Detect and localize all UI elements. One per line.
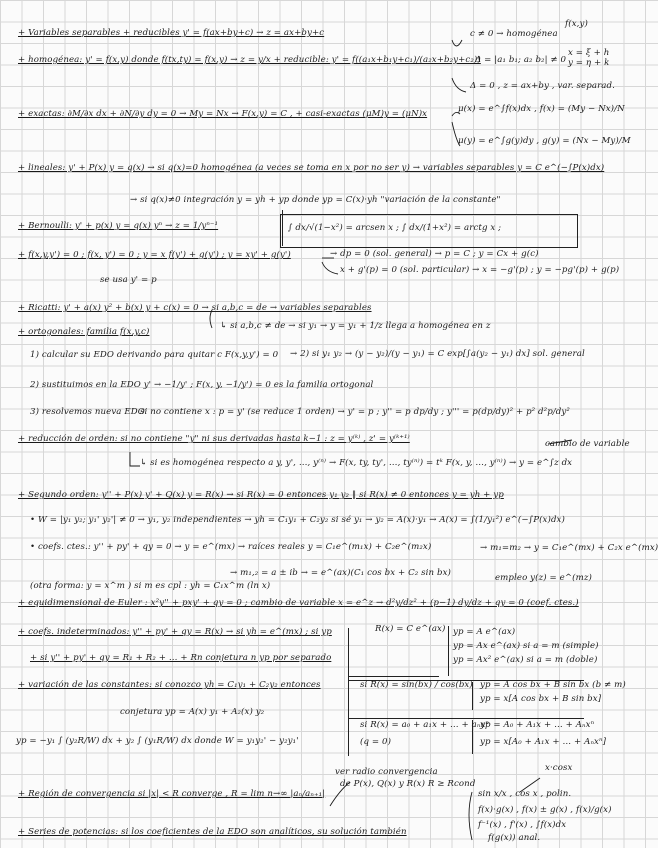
note-line: • coefs. ctes.: y'' + py' + qy = 0 → y = e^(mx) → raíces reales y = C₁e^(m₁x) + C₂e^(m₂x) — [30, 542, 432, 552]
note-line: + ortogonales: familia f(x,y,c) — [18, 327, 150, 337]
note-line: + lineales: y' + P(x) y = q(x) → si q(x)=0 homogénea (a veces se toma en x por no ser y) → variables separables y = C e^(−∫P(x)dx) — [18, 163, 605, 173]
note-line: + variación de las constantes: si conozco yh = C₁y₁ + C₂y₂ entonces — [18, 680, 321, 690]
note-line: (otra forma: y = x^m ) si m es cpl : yh = C₁x^m (ln x) — [30, 581, 271, 591]
note-line: + Ricatti: y' + a(x) y² + b(x) y + c(x) = 0 → si a,b,c = de → variables separables — [18, 303, 372, 313]
note-line: ↳ si es homogénea respecto a y, y', …, y⁽ⁿ⁾ → F(x, ty, ty', …, ty⁽ⁿ⁾) = tᵏ F(x, y, …, y⁽ⁿ⁾) → y = e^∫z dx — [140, 458, 573, 468]
note-line: + reducción de orden: si no contiene "y" ni sus derivadas hasta k−1 : z = y⁽ᵏ⁾ , z' = y⁽ᵏ⁺¹⁾ — [18, 434, 410, 444]
note-line: f⁻¹(x) , f'(x) , ∫f(x)dx — [478, 820, 567, 830]
note-line: sin x/x , cos x , polin. — [478, 789, 572, 799]
note-line: yp = x[A cos bx + B sin bx] — [480, 694, 602, 704]
arrow-reducible-lower — [452, 78, 466, 92]
note-line: ver radio convergencia — [335, 767, 438, 777]
note-line: se usa y' = p — [100, 275, 157, 285]
note-line: si R(x) = sin(bx) / cos(bx) — [360, 680, 473, 690]
note-line: → m₁=m₂ → y = C₁e^(mx) + C₂x e^(mx) — [480, 543, 658, 553]
note-line: μ(y) = e^∫g(y)dy , g(y) = (Nx − My)/M — [458, 136, 631, 146]
note-line: ∫ dx/√(1−x²) = arcsen x ; ∫ dx/(1+x²) = arctg x ; — [288, 223, 502, 233]
note-line: yp = Ax e^(ax) si a = m (simple) — [453, 641, 599, 651]
note-line: + exactas: ∂M/∂x dx + ∂N/∂y dy = 0 → My = Nx → F(x,y) = C , + casi-exactas (μM)y = (μN)x — [18, 109, 428, 119]
note-line: + equidimensional de Euler : x²y'' + pxy' + qy = 0 ; cambio de variable x = e^z → d²y/dz² + (p−1) dy/dz + qy = 0 (coef. ctes.) — [18, 598, 579, 608]
note-line: f(g(x)) anal. — [488, 833, 541, 843]
note-line: si R(x) = a₀ + a₁x + … + aₙxⁿ — [360, 720, 489, 730]
note-line: f(x)·g(x) , f(x) ± g(x) , f(x)/g(x) — [478, 805, 612, 815]
note-line: x + g'(p) = 0 (sol. particular) → x = −g'(p) ; y = −pg'(p) + g(p) — [340, 265, 620, 275]
note-line: • W = |y₁ y₂; y₁' y₂'| ≠ 0 → y₁, y₂ independientes → yh = C₁y₁ + C₂y₂ si sé y₁ → y₂ = A(x)·y₁ → A(x) = ∫(1/y₁²) e^(−∫P(x)dx) — [30, 515, 565, 525]
note-line: yp = A e^(ax) — [453, 627, 516, 637]
note-line: si no contiene x : p = y' (se reduce 1 orden) → y' = p ; y'' = p dp/dy ; y''' = p(dp/dy)² + p² d²p/dy² — [140, 407, 570, 417]
note-line: + Segundo orden: y'' + P(x) y' + Q(x) y = R(x) → si R(x) = 0 entonces y₁ y₂ ‖ si R(x) ≠ 0 entonces y = yh + yp — [18, 490, 504, 500]
note-line: f(x,y) — [565, 19, 588, 29]
note-line: → 2) si y₁ y₂ → (y − y₂)/(y − y₁) = C exp[∫a(y₂ − y₁) dx] sol. general — [290, 349, 585, 359]
note-line: 1) calcular su EDO derivando para quitar c F(x,y,y') = 0 — [30, 350, 279, 360]
note-line: + si y'' + py' + qy = R₁ + R₂ + … + Rn conjetura n yp por separado — [30, 653, 332, 663]
note-line: yp = A cos bx + B sin bx (b ≠ m) — [480, 680, 626, 690]
note-line: yp = −y₁ ∫ (y₂R/W) dx + y₂ ∫ (y₁R/W) dx donde W = y₁y₂' − y₂y₁' — [16, 736, 299, 746]
note-line: cambio de variable — [545, 439, 630, 449]
note-line: + coefs. indeterminados: y'' + py' + qy = R(x) → si yh = e^(mx) ; si yp — [18, 627, 332, 637]
note-line: + Series de potencias: si los coeficientes de la EDO son analíticos, su solución también — [18, 827, 407, 837]
arrow-reducible-upper — [452, 40, 462, 46]
note-line: + f(x,y,y') = 0 ; f(x, y') = 0 ; y = x f(y') + g(y') ; y = xy' + g(y') — [18, 250, 291, 260]
note-line: yp = A₀ + A₁x + … + Aₙxⁿ — [480, 720, 595, 730]
note-line: + homogénea: y' = f(x,y) donde f(tx,ty) = f(x,y) → z = y/x + reducible: y' = f((a₁x+b₁y+c₁)/(a₂x+b₂y+c₂)) — [18, 55, 481, 65]
note-line: c ≠ 0 → homogénea — [470, 29, 558, 39]
note-line: conjetura yp = A(x) y₁ + A₂(x) y₂ — [120, 707, 265, 717]
note-line: yp = x[A₀ + A₁x + … + Aₙxⁿ] — [480, 737, 607, 747]
note-line: Δ = |a₁ b₁; a₂ b₂| ≠ 0 — [475, 55, 567, 65]
note-line: 2) sustituimos en la EDO y' → −1/y' ; F(x, y, −1/y') = 0 es la familia ortogonal — [30, 380, 374, 390]
note-line: de P(x), Q(x) y R(x) R ≥ Rcond — [340, 779, 476, 789]
note-line: yp = Ax² e^(ax) si a = m (doble) — [453, 655, 598, 665]
brace-analytic — [469, 792, 472, 840]
note-line: R(x) = C e^(ax) — [375, 624, 446, 634]
note-line: μ(x) = e^∫f(x)dx , f(x) = (My − Nx)/N — [458, 104, 625, 114]
note-line: → m₁,₂ = a ± ib → = e^(ax)(C₁ cos bx + C₂ sin bx) — [230, 568, 451, 578]
arrow-reduction — [130, 452, 140, 466]
note-line: → si q(x)≠0 integración y = yh + yp donde yp = C(x)·yh "variación de la constante" — [130, 195, 501, 205]
note-line: Δ = 0 , z = ax+by , var. separad. — [470, 81, 615, 91]
arrow-dp-lower — [322, 262, 338, 274]
note-line: + Bernoulli: y' + p(x) y = q(x) yⁿ → z = 1/yⁿ⁻¹ — [18, 221, 219, 231]
note-line: + Región de convergencia si |x| < R converge , R = lim n→∞ |aₙ/aₙ₊₁| — [18, 789, 326, 799]
note-line: (q = 0) — [360, 737, 392, 747]
note-line: 3) resolvemos nueva EDO — [30, 407, 145, 417]
note-line: y = η + k — [568, 58, 610, 68]
note-line: ↳ si a,b,c ≠ de → si y₁ → y = y₁ + 1/z llega a homogénea en z — [220, 321, 491, 331]
note-line: x = ξ + h — [568, 48, 610, 58]
note-line: + Variables separables + reducibles y' = f(ax+by+c) → z = ax+by+c — [18, 28, 325, 38]
note-line: x·cosx — [545, 763, 573, 773]
note-line: empleo y(z) = e^(mz) — [495, 573, 592, 583]
note-line: → dp = 0 (sol. general) → p = C ; y = Cx + g(c) — [330, 249, 539, 259]
